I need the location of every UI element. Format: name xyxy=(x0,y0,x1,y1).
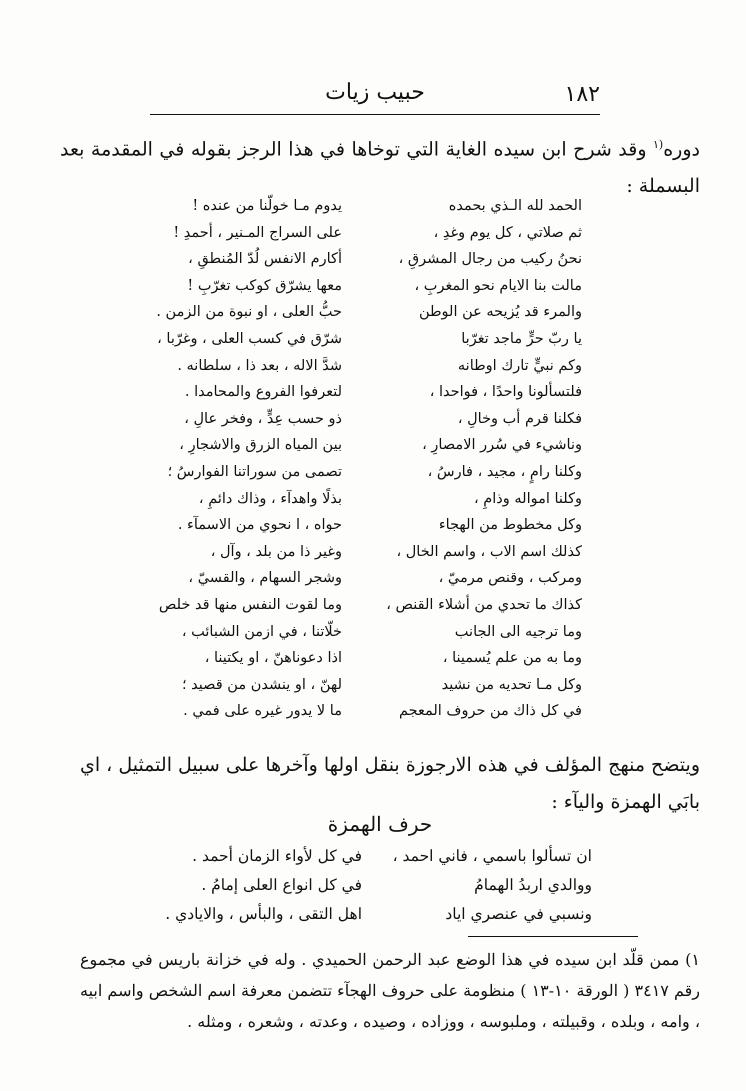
verse-first-hemistich: ووالدي اربدُ الهمامُ xyxy=(474,876,592,894)
verse-first-hemistich: وكم نبيٍّ تارك اوطانه xyxy=(457,357,582,374)
footnote-marker: ١) xyxy=(685,950,700,969)
verse-row xyxy=(130,379,582,406)
verse-row xyxy=(130,512,582,539)
verse-first-hemistich: وكلنا امواله وذامِ ، xyxy=(474,490,582,507)
verse-row xyxy=(130,592,582,619)
verse-second-hemistich: في كل لأواء الزمان أحمد . xyxy=(192,847,362,865)
verse-first-hemistich: ثم صلاتي ، كل يوم وغدِ ، xyxy=(433,224,582,241)
verse-row xyxy=(130,299,582,326)
footnote xyxy=(80,944,700,1037)
verse-row xyxy=(130,645,582,672)
verse-second-hemistich: يدوم مـا خولّنا من عنده ! xyxy=(192,198,342,214)
intro-text: وقد شرح ابن سيده الغاية التي توخاها في هذا الرجز بقوله في المقدمة بعد البسملة : xyxy=(60,138,700,198)
verse-first-hemistich: يا ربّ حرٍّ ماجد تغرّبا xyxy=(461,330,582,347)
verse-row xyxy=(160,842,592,871)
verse-second-hemistich: حواه ، ا نحوي من الاسمآء . xyxy=(177,517,342,534)
section-heading: حرف الهمزة xyxy=(327,812,433,836)
verse-first-hemistich: الحمد لله الـذي بحمده xyxy=(448,198,582,214)
verse-second-hemistich: لتعرفوا الفروع والمحامدا . xyxy=(184,384,342,401)
verse-row xyxy=(130,273,582,300)
footnote-divider xyxy=(468,936,638,937)
verse-first-hemistich: مالت بنا الايام نحو المغربِ ، xyxy=(414,277,582,294)
verse-second-hemistich: ذو حسب عِدٍّ ، وفخر عالِ ، xyxy=(184,410,342,427)
verse-first-hemistich: ومركب ، وقنص مرميّ ، xyxy=(438,570,582,587)
footnote-text: ممن قلّد ابن سيده في هذا الوضع عبد الرحمن الحميدي . وله في خزانة باريس في مجموع رقم ٣٤١٧ ( الورقة ١٠-١٣ ) منظومة على حروف الهجآء تتضمن معرفة اسم الشخص واسم ابيه ، وامه ، وبلده ، وقبيلته ، وملبوسه ، ووزاده ، وصيده ، وعدته ، وشعره ، ومثله . xyxy=(80,950,701,1031)
running-head xyxy=(150,78,600,115)
verse-row xyxy=(130,432,582,459)
verse-first-hemistich: والمرء قد يُزيحه عن الوطن xyxy=(418,304,582,321)
hamza-verses xyxy=(160,842,592,929)
verse-first-hemistich: فلتسألونا واحدًا ، فواحدا ، xyxy=(429,384,582,401)
verse-row xyxy=(130,220,582,247)
verse-second-hemistich: ما لا يدور غيره على فمي . xyxy=(183,703,342,720)
verse-second-hemistich: حبُّ العلى ، او نبوة من الزمن . xyxy=(156,304,342,321)
verse-row xyxy=(130,353,582,380)
verse-first-hemistich: وكل مخطوط من الهجاء xyxy=(438,517,582,534)
verse-first-hemistich: في كل ذاك من حروف المعجم xyxy=(398,703,582,720)
verse-second-hemistich: اذا دعوناهنّ ، او يكتينا ، xyxy=(204,650,342,667)
verse-first-hemistich: ان تسألوا باسمي ، فاني احمد ، xyxy=(392,847,592,865)
verse-first-hemistich: ونسبي في عنصري اياد xyxy=(445,905,592,923)
verse-row xyxy=(130,698,582,725)
verse-second-hemistich: بين المياه الزرق والاشجارِ ، xyxy=(179,437,342,454)
verse-second-hemistich: معها يشرّق كوكب تغرّبِ ! xyxy=(187,277,342,294)
verse-first-hemistich: كذلك اسم الاب ، واسم الخال ، xyxy=(396,543,582,560)
verse-row xyxy=(130,672,582,699)
verse-row xyxy=(130,246,582,273)
verse-row xyxy=(130,565,582,592)
verse-second-hemistich: خلّاتنا ، في ازمن الشبائب ، xyxy=(181,623,342,640)
verse-first-hemistich: وما ترجيه الى الجانب xyxy=(454,623,582,640)
running-title: حبيب زيات xyxy=(325,80,425,105)
verse-row xyxy=(130,619,582,646)
verse-second-hemistich: على السراج المـنير ، أحمدِ ! xyxy=(173,224,342,241)
verse-second-hemistich: شدَّ الاله ، بعد ذا ، سلطانه . xyxy=(177,357,342,374)
verse-row xyxy=(130,326,582,353)
verse-first-hemistich: فكلنا قرم أب وخالِ ، xyxy=(457,410,582,427)
verse-row xyxy=(130,459,582,486)
verse-first-hemistich: وكلنا رامٍ ، مجيد ، فارسُ ، xyxy=(427,463,582,480)
verse-second-hemistich: وغير ذا من بلد ، وآل ، xyxy=(210,543,342,560)
verse-second-hemistich: اهل التقى ، والبأس ، والايادي . xyxy=(165,905,362,923)
verse-second-hemistich: وشجر السهام ، والقسيّ ، xyxy=(188,570,342,587)
verse-row xyxy=(160,900,592,929)
verse-second-hemistich: بذلًا واهدآء ، وذاك دائمِ ، xyxy=(198,490,342,507)
verse-second-hemistich: لهنّ ، او ينشدن من قصيد ؛ xyxy=(181,676,342,693)
verse-row xyxy=(130,406,582,433)
verse-second-hemistich: أكارم الانفس لُدّ المُنطقِ ، xyxy=(188,251,342,268)
verse-first-hemistich: وما به من علم يُسمينا ، xyxy=(442,650,582,667)
poem-verses xyxy=(130,193,582,725)
footnote-reference: (١ xyxy=(653,138,664,151)
verse-second-hemistich: وما لقوت النفس منها قد خلص xyxy=(158,596,342,613)
verse-first-hemistich: وناشيء في سُرر الامصارِ ، xyxy=(422,437,582,454)
verse-first-hemistich: وكل مـا تحديه من نشيد xyxy=(441,676,582,693)
verse-second-hemistich: شرّق في كسب العلى ، وغرّبا ، xyxy=(157,330,342,347)
verse-first-hemistich: كذاك ما تحدي من أشلاء القنص ، xyxy=(386,596,582,613)
verse-row xyxy=(130,193,582,220)
second-paragraph: ويتضح منهج المؤلف في هذه الارجوزة بنقل اولها وآخرها على سبيل التمثيل ، اي بابَي الهمزة واليآء : xyxy=(79,754,700,813)
verse-row xyxy=(130,539,582,566)
verse-first-hemistich: نحنُ ركيب من رجال المشرقِ ، xyxy=(398,251,582,268)
verse-row xyxy=(160,871,592,900)
page-number: ١٨٢ xyxy=(564,82,600,107)
verse-second-hemistich: تصمى من سوراتنا الفوارسُ ؛ xyxy=(167,463,342,480)
footnotes xyxy=(80,944,700,1037)
verse-row xyxy=(130,486,582,513)
verse-second-hemistich: في كل انواع العلى إمامُ . xyxy=(201,876,362,894)
intro-prefix: دوره xyxy=(663,138,700,161)
